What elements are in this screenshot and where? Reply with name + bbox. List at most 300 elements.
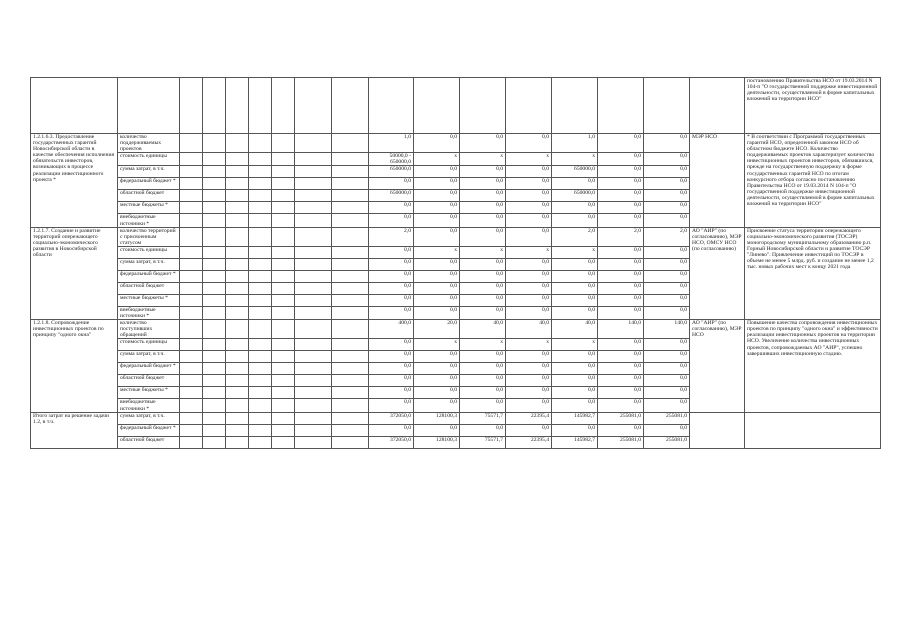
value-cell: 0,0 xyxy=(552,202,598,214)
empty-cell xyxy=(203,399,226,412)
indicator-label: федеральный бюджет * xyxy=(118,424,180,436)
empty-cell xyxy=(180,202,203,214)
value-cell: 0,0 xyxy=(644,166,690,178)
value-cell: 0,0 xyxy=(414,134,460,153)
value-cell: x xyxy=(506,339,552,351)
empty-cell xyxy=(249,412,272,424)
empty-cell xyxy=(272,134,295,153)
value-cell: 0,0 xyxy=(552,363,598,375)
value-cell: 0,0 xyxy=(552,424,598,436)
empty-cell xyxy=(226,258,249,270)
indicator-label: областной бюджет xyxy=(118,436,180,448)
empty-cell xyxy=(203,227,226,246)
value-cell: x xyxy=(414,246,460,258)
empty-cell xyxy=(295,258,332,270)
empty-cell xyxy=(203,306,226,319)
value-cell: 0,0 xyxy=(369,246,414,258)
empty-cell xyxy=(295,339,332,351)
value-cell: 0,0 xyxy=(369,399,414,412)
empty-cell xyxy=(690,78,745,134)
empty-cell xyxy=(249,436,272,448)
empty-cell xyxy=(226,178,249,190)
value-cell: 0,0 xyxy=(598,294,644,306)
value-cell: 0,0 xyxy=(369,214,414,227)
empty-cell xyxy=(226,339,249,351)
value-cell: 0,0 xyxy=(369,202,414,214)
value-cell: 0,0 xyxy=(644,351,690,363)
empty-cell xyxy=(180,424,203,436)
empty-cell xyxy=(332,190,369,202)
value-cell: 0,0 xyxy=(369,424,414,436)
value-cell: 0,0 xyxy=(460,282,506,294)
empty-cell xyxy=(180,246,203,258)
empty-cell xyxy=(332,294,369,306)
empty-cell xyxy=(249,270,272,282)
empty-cell xyxy=(690,412,745,448)
value-cell: 0,0 xyxy=(414,294,460,306)
empty-cell xyxy=(745,412,881,448)
empty-cell xyxy=(226,399,249,412)
empty-cell xyxy=(332,436,369,448)
empty-cell xyxy=(203,214,226,227)
indicator-label: сумма затрат, в т.ч. xyxy=(118,258,180,270)
value-cell: 0,0 xyxy=(460,214,506,227)
empty-cell xyxy=(249,320,272,339)
empty-cell xyxy=(598,78,644,134)
empty-cell xyxy=(180,387,203,399)
empty-cell xyxy=(180,214,203,227)
value-cell: 0,0 xyxy=(506,258,552,270)
value-cell: x xyxy=(506,246,552,258)
value-cell: 650000,0 xyxy=(369,190,414,202)
indicator-label: федеральный бюджет * xyxy=(118,270,180,282)
value-cell: 0,0 xyxy=(644,387,690,399)
value-cell: 0,0 xyxy=(506,227,552,246)
empty-cell xyxy=(644,78,690,134)
value-cell: 40,0 xyxy=(506,320,552,339)
value-cell: 0,0 xyxy=(644,306,690,319)
empty-cell xyxy=(226,320,249,339)
value-cell: 0,0 xyxy=(414,387,460,399)
empty-cell xyxy=(203,134,226,153)
executor-cell: МЭР НСО xyxy=(690,134,745,228)
empty-cell xyxy=(226,412,249,424)
table-row xyxy=(31,78,881,134)
measures-table xyxy=(30,77,881,449)
empty-cell xyxy=(203,412,226,424)
value-cell: 0,0 xyxy=(506,375,552,387)
empty-cell xyxy=(226,306,249,319)
empty-cell xyxy=(249,306,272,319)
empty-cell xyxy=(203,202,226,214)
value-cell: 0,0 xyxy=(414,214,460,227)
indicator-label: количество поступивших обращений xyxy=(118,320,180,339)
measure-title: 1.2.1.7. Создание и развитие территорий опережающего социально-экономического развития в Новосибирской области xyxy=(31,227,118,319)
empty-cell xyxy=(249,178,272,190)
value-cell: 0,0 xyxy=(460,424,506,436)
empty-cell xyxy=(272,294,295,306)
empty-cell xyxy=(249,214,272,227)
empty-cell xyxy=(295,78,332,134)
empty-cell xyxy=(332,153,369,166)
empty-cell xyxy=(118,78,180,134)
empty-cell xyxy=(272,270,295,282)
empty-cell xyxy=(180,270,203,282)
value-cell: 2,0 xyxy=(552,227,598,246)
empty-cell xyxy=(31,78,118,134)
empty-cell xyxy=(272,246,295,258)
value-cell: 650000,0 xyxy=(552,190,598,202)
value-cell: 0,0 xyxy=(506,282,552,294)
empty-cell xyxy=(272,78,295,134)
empty-cell xyxy=(332,339,369,351)
empty-cell xyxy=(180,363,203,375)
value-cell: 0,0 xyxy=(369,282,414,294)
value-cell: 128100,3 xyxy=(414,436,460,448)
empty-cell xyxy=(332,412,369,424)
empty-cell xyxy=(180,153,203,166)
value-cell: 0,0 xyxy=(460,270,506,282)
empty-cell xyxy=(332,258,369,270)
value-cell: x xyxy=(460,153,506,166)
value-cell: 145982,7 xyxy=(552,436,598,448)
empty-cell xyxy=(272,227,295,246)
value-cell: 0,0 xyxy=(414,227,460,246)
value-cell: 0,0 xyxy=(552,214,598,227)
value-cell: 0,0 xyxy=(414,202,460,214)
indicator-label: стоимость единицы xyxy=(118,153,180,166)
empty-cell xyxy=(272,178,295,190)
empty-cell xyxy=(249,399,272,412)
empty-cell xyxy=(295,166,332,178)
value-cell: 0,0 xyxy=(414,166,460,178)
value-cell: 0,0 xyxy=(460,202,506,214)
value-cell: 255081,0 xyxy=(644,436,690,448)
empty-cell xyxy=(249,190,272,202)
value-cell: 0,0 xyxy=(506,294,552,306)
value-cell: 0,0 xyxy=(644,294,690,306)
empty-cell xyxy=(180,436,203,448)
empty-cell xyxy=(249,258,272,270)
value-cell: x xyxy=(460,339,506,351)
value-cell: 0,0 xyxy=(598,424,644,436)
value-cell: 0,0 xyxy=(369,351,414,363)
value-cell: 0,0 xyxy=(644,339,690,351)
empty-cell xyxy=(249,202,272,214)
value-cell: 0,0 xyxy=(598,270,644,282)
value-cell: 22395,4 xyxy=(506,436,552,448)
value-cell: 20,0 xyxy=(414,320,460,339)
empty-cell xyxy=(180,178,203,190)
value-cell: 0,0 xyxy=(644,399,690,412)
indicator-label: федеральный бюджет * xyxy=(118,363,180,375)
empty-cell xyxy=(249,339,272,351)
value-cell: 0,0 xyxy=(644,214,690,227)
empty-cell xyxy=(203,375,226,387)
empty-cell xyxy=(272,166,295,178)
value-cell: 0,0 xyxy=(414,363,460,375)
value-cell: 40,0 xyxy=(552,320,598,339)
empty-cell xyxy=(295,375,332,387)
value-cell: 0,0 xyxy=(414,178,460,190)
empty-cell xyxy=(414,78,460,134)
empty-cell xyxy=(295,178,332,190)
empty-cell xyxy=(226,363,249,375)
value-cell: 0,0 xyxy=(552,178,598,190)
empty-cell xyxy=(295,246,332,258)
value-cell: 0,0 xyxy=(598,339,644,351)
empty-cell xyxy=(226,246,249,258)
indicator-label: местные бюджеты * xyxy=(118,387,180,399)
empty-cell xyxy=(332,246,369,258)
empty-cell xyxy=(272,412,295,424)
empty-cell xyxy=(203,387,226,399)
empty-cell xyxy=(272,202,295,214)
indicator-label: сумма затрат, в т.ч. xyxy=(118,351,180,363)
empty-cell xyxy=(332,399,369,412)
value-cell: 0,0 xyxy=(460,351,506,363)
empty-cell xyxy=(332,202,369,214)
note-cell: Повышение качества сопровождения инвестиционных проектов по принципу "одного окна" и эффективности реализации инвестиционных проектов на территории НСО. Увеличение количества инвестиционных проектов, сопровождаемых АО "АИР", успешно завершивших инвестиционную стадию. xyxy=(745,320,881,412)
value-cell: 140,0 xyxy=(644,320,690,339)
empty-cell xyxy=(332,214,369,227)
value-cell: 0,0 xyxy=(460,387,506,399)
value-cell: 2,0 xyxy=(369,227,414,246)
value-cell: 650000,0 xyxy=(369,166,414,178)
value-cell: 0,0 xyxy=(598,190,644,202)
value-cell: 0,0 xyxy=(598,153,644,166)
empty-cell xyxy=(249,375,272,387)
empty-cell xyxy=(332,351,369,363)
empty-cell xyxy=(272,190,295,202)
value-cell: 0,0 xyxy=(369,375,414,387)
value-cell: 0,0 xyxy=(644,202,690,214)
totals-title: Итого затрат на решение задачи 1.2, в т.ч. xyxy=(31,412,118,448)
indicator-label: сумма затрат, в т.ч. xyxy=(118,412,180,424)
empty-cell xyxy=(203,190,226,202)
empty-cell xyxy=(203,246,226,258)
value-cell: 145982,7 xyxy=(552,412,598,424)
empty-cell xyxy=(332,270,369,282)
measure-title: 1.2.1.6.3. Предоставление государственных гарантий Новосибирской области в качестве обеспечения исполнения обязательств инвесторов, возникающих в процессе реализации инвестиционного проекта * xyxy=(31,134,118,228)
empty-cell xyxy=(249,294,272,306)
empty-cell xyxy=(295,227,332,246)
empty-cell xyxy=(272,214,295,227)
empty-cell xyxy=(272,424,295,436)
value-cell: x xyxy=(552,246,598,258)
value-cell: 0,0 xyxy=(414,424,460,436)
empty-cell xyxy=(203,78,226,134)
value-cell: 0,0 xyxy=(369,363,414,375)
empty-cell xyxy=(226,190,249,202)
empty-cell xyxy=(295,270,332,282)
table-row xyxy=(31,227,881,246)
empty-cell xyxy=(249,246,272,258)
indicator-label: внебюджетные источники * xyxy=(118,399,180,412)
value-cell: 0,0 xyxy=(598,387,644,399)
value-cell: 0,0 xyxy=(506,190,552,202)
empty-cell xyxy=(180,134,203,153)
value-cell: 0,0 xyxy=(414,270,460,282)
value-cell: 0,0 xyxy=(506,424,552,436)
value-cell: 1,0 xyxy=(369,134,414,153)
empty-cell xyxy=(272,282,295,294)
value-cell: 0,0 xyxy=(644,190,690,202)
value-cell: 0,0 xyxy=(598,178,644,190)
value-cell: 0,0 xyxy=(506,387,552,399)
value-cell: 75571,7 xyxy=(460,412,506,424)
note-cell: * В соответствии с Программой государственных гарантий НСО, определенной законом НСО об областном бюджете НСО. Количество поддерживаемых проектов характеризует количество инвестиционных проектов инвесторов, обязавшихся, прежде на государственную поддержку в форме государственных гарантий НСО по итогам конкурсного отбора согласно постановлению Правительства НСО от 19.03.2014 N 104-п "О государственной поддержке инвестиционной деятельности, осуществляемой в форме капитальных вложений на территории НСО" xyxy=(745,134,881,228)
value-cell: 0,0 xyxy=(552,258,598,270)
value-cell: x xyxy=(506,153,552,166)
value-cell: 22395,4 xyxy=(506,412,552,424)
value-cell: 0,0 xyxy=(644,134,690,153)
value-cell: 0,0 xyxy=(369,387,414,399)
value-cell: 0,0 xyxy=(552,306,598,319)
value-cell: 50000,0 - 650000,0 xyxy=(369,153,414,166)
value-cell: 0,0 xyxy=(460,178,506,190)
value-cell: 0,0 xyxy=(552,294,598,306)
empty-cell xyxy=(226,282,249,294)
empty-cell xyxy=(249,134,272,153)
value-cell: 0,0 xyxy=(644,270,690,282)
value-cell: x xyxy=(552,339,598,351)
empty-cell xyxy=(332,424,369,436)
value-cell: 0,0 xyxy=(644,178,690,190)
empty-cell xyxy=(180,166,203,178)
note-cell: постановлению Правительства НСО от 19.03.2014 N 104-п "О государственной поддержке инвестиционной деятельности, осуществляемой в форме капитальных вложений на территории НСО" xyxy=(745,78,881,134)
value-cell: 0,0 xyxy=(598,306,644,319)
executor-cell: АО "АИР" (по согласованию), МЭР НСО xyxy=(690,320,745,412)
empty-cell xyxy=(332,282,369,294)
value-cell: 2,0 xyxy=(644,227,690,246)
value-cell: 0,0 xyxy=(460,399,506,412)
empty-cell xyxy=(203,270,226,282)
value-cell: 0,0 xyxy=(414,282,460,294)
empty-cell xyxy=(295,202,332,214)
empty-cell xyxy=(295,436,332,448)
empty-cell xyxy=(203,178,226,190)
value-cell: 0,0 xyxy=(460,190,506,202)
indicator-label: внебюджетные источники * xyxy=(118,214,180,227)
empty-cell xyxy=(226,134,249,153)
empty-cell xyxy=(295,282,332,294)
empty-cell xyxy=(272,258,295,270)
executor-cell: АО "АИР" (по согласованию), МЭР НСО, ОМСУ НСО (по согласованию) xyxy=(690,227,745,319)
empty-cell xyxy=(295,320,332,339)
empty-cell xyxy=(249,227,272,246)
value-cell: 0,0 xyxy=(598,166,644,178)
value-cell: 0,0 xyxy=(644,424,690,436)
table-row xyxy=(31,134,881,153)
value-cell: 0,0 xyxy=(414,190,460,202)
value-cell: 0,0 xyxy=(506,202,552,214)
value-cell: 0,0 xyxy=(598,134,644,153)
value-cell: 0,0 xyxy=(369,294,414,306)
empty-cell xyxy=(203,294,226,306)
empty-cell xyxy=(272,387,295,399)
empty-cell xyxy=(332,306,369,319)
value-cell: 0,0 xyxy=(506,134,552,153)
value-cell: 255081,0 xyxy=(644,412,690,424)
value-cell: 0,0 xyxy=(369,306,414,319)
value-cell: 0,0 xyxy=(644,153,690,166)
value-cell: 0,0 xyxy=(644,258,690,270)
empty-cell xyxy=(180,78,203,134)
indicator-label: сумма затрат, в т.ч. xyxy=(118,166,180,178)
value-cell: 0,0 xyxy=(460,227,506,246)
value-cell: 0,0 xyxy=(369,339,414,351)
empty-cell xyxy=(226,78,249,134)
empty-cell xyxy=(272,436,295,448)
empty-cell xyxy=(295,399,332,412)
value-cell: 255081,0 xyxy=(598,436,644,448)
empty-cell xyxy=(249,351,272,363)
empty-cell xyxy=(226,153,249,166)
value-cell: 0,0 xyxy=(552,387,598,399)
empty-cell xyxy=(203,320,226,339)
empty-cell xyxy=(460,78,506,134)
empty-cell xyxy=(249,387,272,399)
value-cell: 0,0 xyxy=(506,363,552,375)
empty-cell xyxy=(249,166,272,178)
empty-cell xyxy=(226,227,249,246)
value-cell: 0,0 xyxy=(460,258,506,270)
indicator-label: местные бюджеты * xyxy=(118,294,180,306)
empty-cell xyxy=(226,270,249,282)
indicator-label: внебюджетные источники * xyxy=(118,306,180,319)
empty-cell xyxy=(226,387,249,399)
value-cell: 0,0 xyxy=(598,351,644,363)
empty-cell xyxy=(226,166,249,178)
value-cell: x xyxy=(460,246,506,258)
indicator-label: федеральный бюджет * xyxy=(118,178,180,190)
value-cell: 0,0 xyxy=(644,375,690,387)
indicator-label: стоимость единицы xyxy=(118,246,180,258)
empty-cell xyxy=(272,375,295,387)
value-cell: 0,0 xyxy=(506,351,552,363)
empty-cell xyxy=(332,363,369,375)
empty-cell xyxy=(272,339,295,351)
empty-cell xyxy=(272,351,295,363)
empty-cell xyxy=(272,320,295,339)
value-cell: 0,0 xyxy=(369,270,414,282)
empty-cell xyxy=(272,399,295,412)
value-cell: 0,0 xyxy=(552,399,598,412)
empty-cell xyxy=(332,375,369,387)
empty-cell xyxy=(180,190,203,202)
value-cell: 0,0 xyxy=(598,282,644,294)
value-cell: 0,0 xyxy=(506,306,552,319)
empty-cell xyxy=(506,78,552,134)
value-cell: 0,0 xyxy=(552,270,598,282)
empty-cell xyxy=(295,214,332,227)
empty-cell xyxy=(203,166,226,178)
indicator-label: областной бюджет xyxy=(118,375,180,387)
value-cell: 0,0 xyxy=(598,246,644,258)
empty-cell xyxy=(295,351,332,363)
value-cell: 0,0 xyxy=(598,214,644,227)
value-cell: 0,0 xyxy=(460,294,506,306)
value-cell: x xyxy=(414,153,460,166)
empty-cell xyxy=(180,375,203,387)
empty-cell xyxy=(226,214,249,227)
value-cell: 0,0 xyxy=(506,270,552,282)
indicator-label: количество территорий с присвоенным статусом xyxy=(118,227,180,246)
indicator-label: количество поддерживаемых проектов xyxy=(118,134,180,153)
empty-cell xyxy=(180,320,203,339)
value-cell: 0,0 xyxy=(644,363,690,375)
